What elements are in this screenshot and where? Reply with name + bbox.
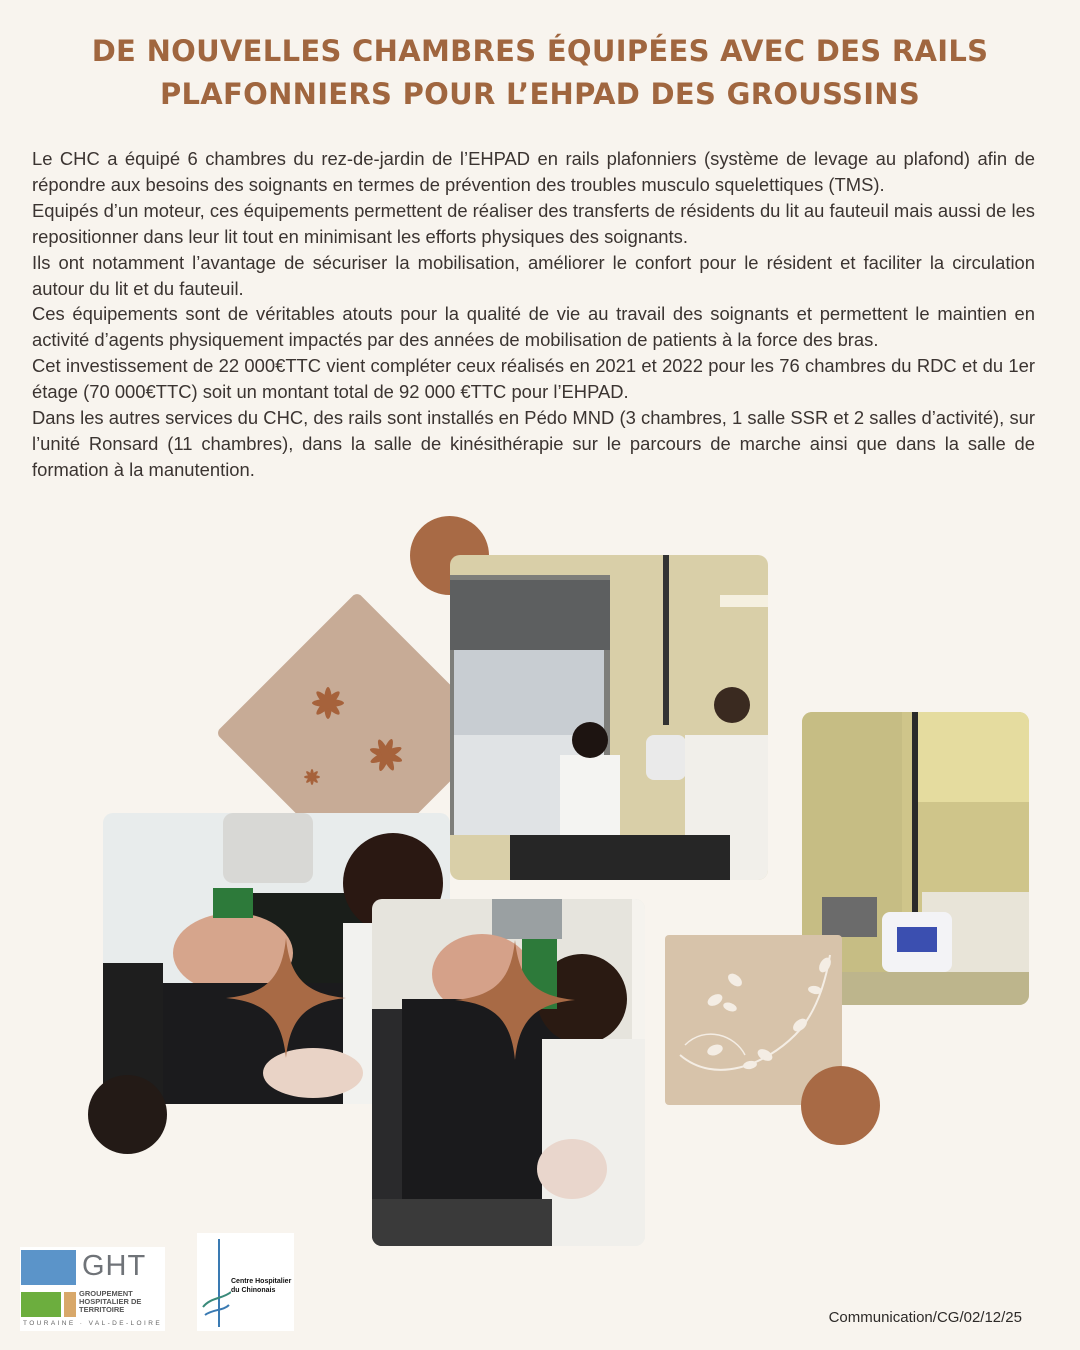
paragraph: Equipés d’un moteur, ces équipements permettent de réaliser des transferts de résidents du lit au fauteuil mais aussi de les repositionner dans leur lit tout en minimisant les efforts physiques des soignants. bbox=[32, 199, 1035, 247]
ght-subtitle: GROUPEMENT HOSPITALIER DE TERRITOIRE bbox=[79, 1289, 142, 1314]
paragraph: Cet investissement de 22 000€TTC vient compléter ceux réalisés en 2021 et 2022 pour les 76 chambres du RDC et du 1er étage (70 000€TTC) soit un montant total de 92 000 €TTC pour l’EHPAD. bbox=[32, 355, 1035, 403]
paragraph: Ces équipements sont de véritables atouts pour la qualité de vie au travail des soignants et permettent le maintien en activité d’agents physiquement impactés par des années de mobilisation de patients à la force des bras. bbox=[32, 303, 1035, 351]
decor-circle-dark bbox=[88, 1075, 167, 1154]
chc-logo bbox=[197, 1233, 294, 1331]
sparkle-icon bbox=[455, 940, 575, 1060]
chc-name: Centre Hospitalier du Chinonais bbox=[231, 1278, 292, 1294]
leaf-branch-icon bbox=[675, 945, 835, 1095]
chc-emblem bbox=[201, 1237, 231, 1329]
title-line-2: PLAFONNIERS POUR L’EHPAD DES GROUSSINS bbox=[159, 77, 921, 111]
credit-line: Communication/CG/02/12/25 bbox=[828, 1309, 1022, 1326]
article-body bbox=[32, 146, 1035, 483]
ght-region: TOURAINE · VAL-DE-LOIRE bbox=[22, 1320, 163, 1327]
photo-ceiling-lift-room bbox=[450, 555, 768, 880]
ght-logo bbox=[20, 1247, 165, 1331]
decor-circle-bottom-right bbox=[801, 1066, 880, 1145]
flower-icons bbox=[290, 665, 420, 795]
paragraph: Le CHC a équipé 6 chambres du rez-de-jardin de l’EHPAD en rails plafonniers (système de levage au plafond) afin de répondre aux besoins des soignants en termes de prévention des troubles musculo squelettiques (TMS). bbox=[32, 148, 1035, 195]
title-line-1: DE NOUVELLES CHAMBRES ÉQUIPÉES AVEC DES RAILS bbox=[91, 34, 989, 68]
ght-name: GHT bbox=[82, 1250, 147, 1282]
paragraph: Ils ont notamment l’avantage de sécuriser la mobilisation, améliorer le confort pour le résident et faciliter la circulation autour du lit et du fauteuil. bbox=[32, 251, 1035, 299]
paragraph: Dans les autres services du CHC, des rails sont installés en Pédo MND (3 chambres, 1 salle SSR et 2 salles d’activité), sur l’unité Ronsard (11 chambres), dans la salle de kinésithérapie sur le parcours de marche ainsi que dans la salle de formation à la manutention. bbox=[32, 407, 1035, 480]
page-title bbox=[60, 30, 1020, 116]
sparkle-icon bbox=[226, 938, 346, 1058]
